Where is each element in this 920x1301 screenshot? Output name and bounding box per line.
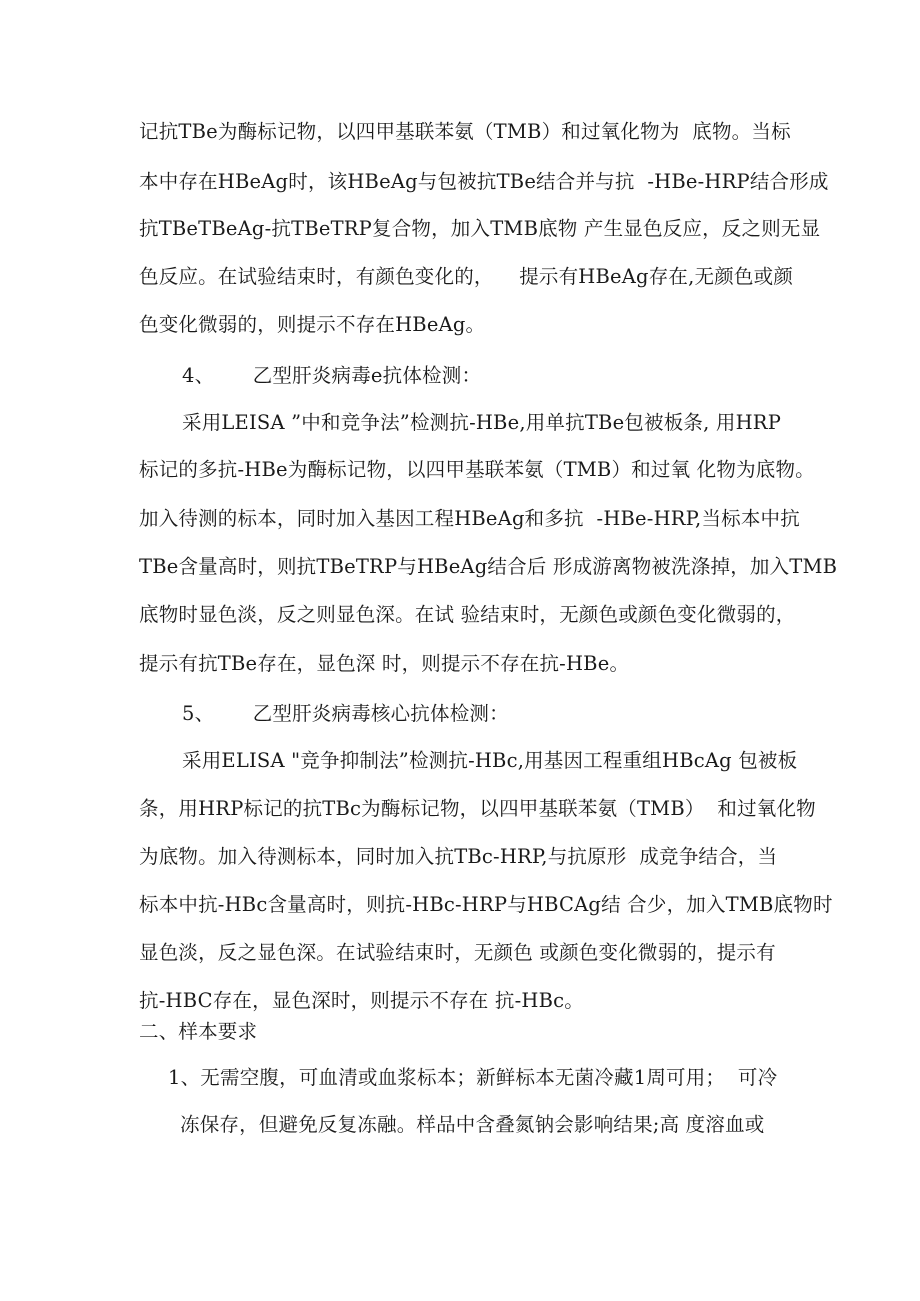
section-heading-4: 4、 乙型肝炎病毒e抗体检测： [182, 364, 482, 387]
paragraph-line: 抗-HBC存在，显色深时，则提示不存在 抗-HBc。 [139, 989, 584, 1012]
paragraph-line: 色反应。在试验结束时，有颜色变化的， 提示有HBeAg存在,无颜色或颜 [139, 265, 794, 288]
paragraph-line: 标本中抗-HBc含量高时，则抗-HBc-HRP与HBCAg结 合少，加入TMB底物时 [139, 893, 833, 916]
paragraph-line: 底物时显色淡，反之则显色深。在试 验结束时，无颜色或颜色变化微弱的， [139, 603, 796, 626]
paragraph-line: 提示有抗TBe存在，显色深 时，则提示不存在抗-HBe。 [139, 652, 630, 675]
paragraph-line: 采用LEISA ”中和竞争法”检测抗-HBe,用单抗TBe包被板条, 用HRP [182, 411, 782, 434]
section-heading-2: 二、样本要求 [139, 1020, 258, 1043]
paragraph-line: 为底物。加入待测标本，同时加入抗TBc-HRP,与抗原形 成竞争结合，当 [139, 845, 778, 868]
paragraph-line: 记抗TBe为酶标记物，以四甲基联苯氨（TMB）和过氧化物为 底物。当标 [139, 120, 791, 143]
paragraph-line: 色变化微弱的，则提示不存在HBeAg。 [139, 313, 486, 336]
section-heading-5: 5、 乙型肝炎病毒核心抗体检测： [182, 702, 509, 725]
paragraph-line: 采用ELISA "竞争抑制法”检测抗-HBc,用基因工程重组HBcAg 包被板 [182, 749, 798, 772]
paragraph-line: 本中存在HBeAg时，该HBeAg与包被抗TBe结合并与抗 -HBe-HRP结合形成 [139, 170, 829, 193]
paragraph-line: 1、无需空腹，可血清或血浆标本；新鲜标本无菌冷藏1周可用； 可冷 [168, 1066, 778, 1089]
paragraph-line: 显色淡，反之显色深。在试验结束时，无颜色 或颜色变化微弱的，提示有 [139, 941, 776, 964]
paragraph-line: 条，用HRP标记的抗TBc为酶标记物，以四甲基联苯氨（TMB） 和过氧化物 [139, 797, 816, 820]
paragraph-line: 加入待测的标本，同时加入基因工程HBeAg和多抗 -HBe-HRP,当标本中抗 [139, 507, 800, 530]
paragraph-line: TBe含量高时，则抗TBeTRP与HBeAg结合后 形成游离物被洗涤掉，加入TMB [139, 555, 838, 578]
paragraph-line: 标记的多抗-HBe为酶标记物，以四甲基联苯氨（TMB）和过氧 化物为底物。 [139, 458, 815, 481]
paragraph-line: 抗TBeTBeAg-抗TBeTRP复合物，加入TMB底物 产生显色反应，反之则无显 [139, 217, 821, 240]
paragraph-line: 冻保存，但避免反复冻融。样品中含叠氮钠会影响结果;高 度溶血或 [180, 1113, 765, 1136]
